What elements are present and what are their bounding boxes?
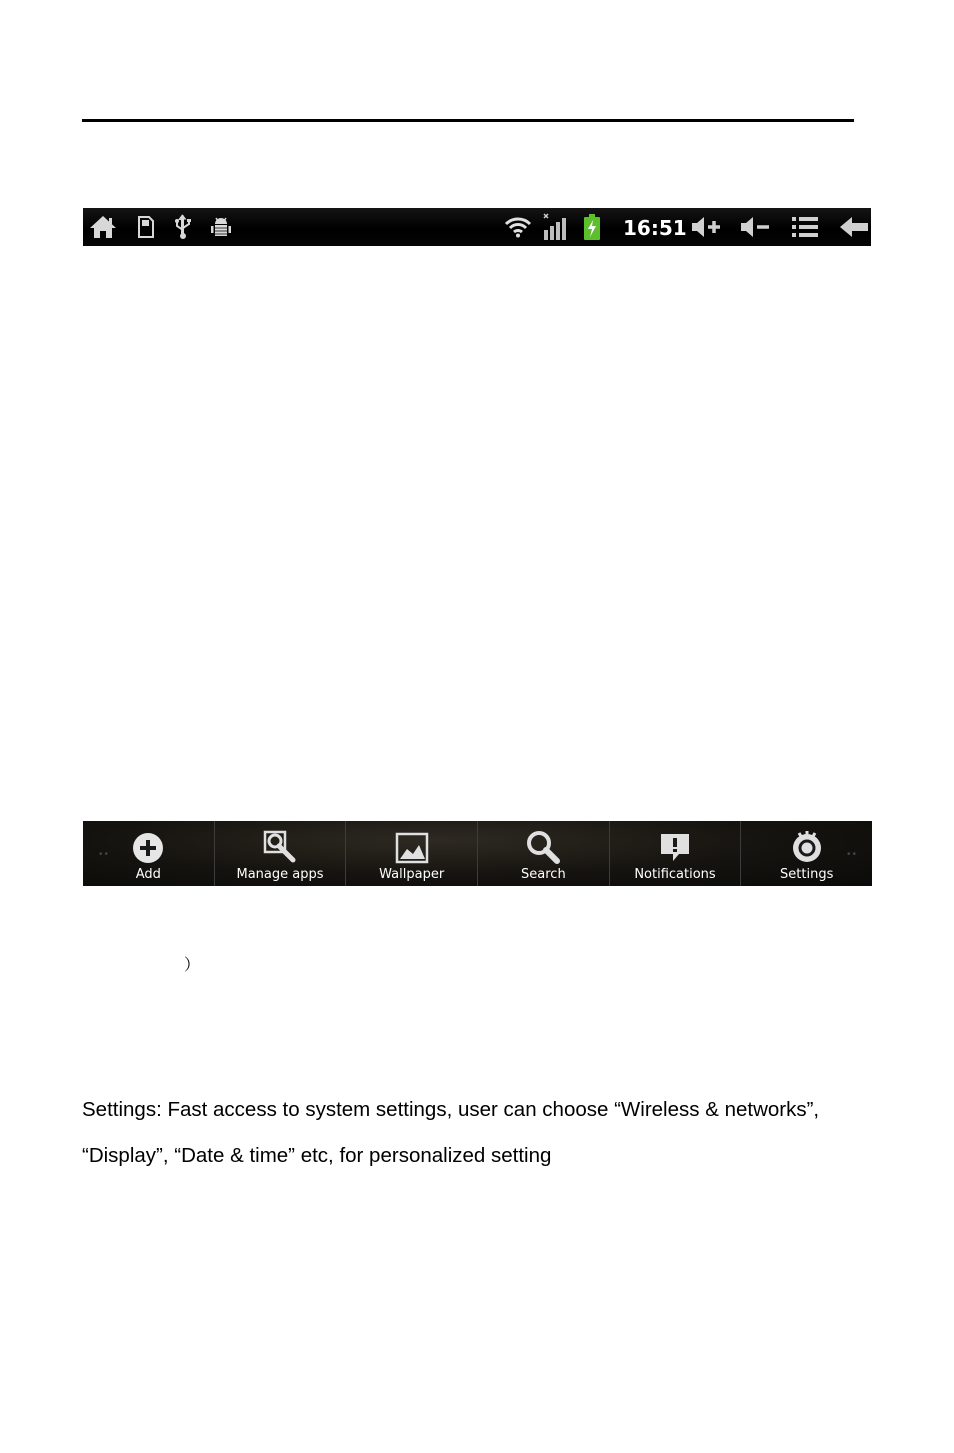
menu-label: Settings [780, 867, 834, 882]
menu-icon[interactable] [789, 208, 821, 246]
battery-charging-icon [581, 208, 603, 246]
menu-item-add[interactable] [83, 821, 215, 886]
add-icon [131, 821, 165, 865]
menu-label: Manage apps [236, 867, 324, 882]
home-icon[interactable] [87, 208, 119, 246]
clock: 16:51 [623, 216, 687, 240]
menu-item-manage-apps[interactable] [215, 821, 347, 886]
menu-item-search[interactable] [478, 821, 610, 886]
wallpaper-icon [395, 821, 429, 865]
status-bar [83, 208, 871, 246]
android-debug-icon [209, 208, 233, 246]
menu-item-settings[interactable] [741, 821, 872, 886]
signal-icon [540, 208, 570, 246]
menu-item-notifications[interactable] [610, 821, 742, 886]
volume-down-icon[interactable] [738, 208, 772, 246]
sd-card-icon [135, 208, 157, 246]
settings-description: Settings: Fast access to system settings, user can choose “Wireless & networks”, “Display”, “Date & time” etc, for personalized setting [82, 1098, 820, 1167]
header-rule [82, 119, 854, 122]
notifications-icon [658, 821, 692, 865]
manage-apps-icon [262, 821, 298, 865]
usb-icon [172, 208, 194, 246]
back-icon[interactable] [837, 208, 871, 246]
settings-icon [789, 821, 825, 865]
decorative-dots: •• [847, 849, 859, 860]
options-menu [83, 821, 872, 886]
decorative-dots: •• [99, 849, 111, 860]
wifi-icon [503, 208, 533, 246]
menu-label: Add [135, 867, 161, 882]
volume-up-icon[interactable] [689, 208, 723, 246]
stray-parenthesis: ） [184, 955, 201, 974]
menu-item-wallpaper[interactable] [346, 821, 478, 886]
search-icon [525, 821, 561, 865]
menu-label: Search [521, 867, 566, 882]
menu-label: Wallpaper [379, 867, 445, 882]
menu-label: Notifications [634, 867, 716, 882]
